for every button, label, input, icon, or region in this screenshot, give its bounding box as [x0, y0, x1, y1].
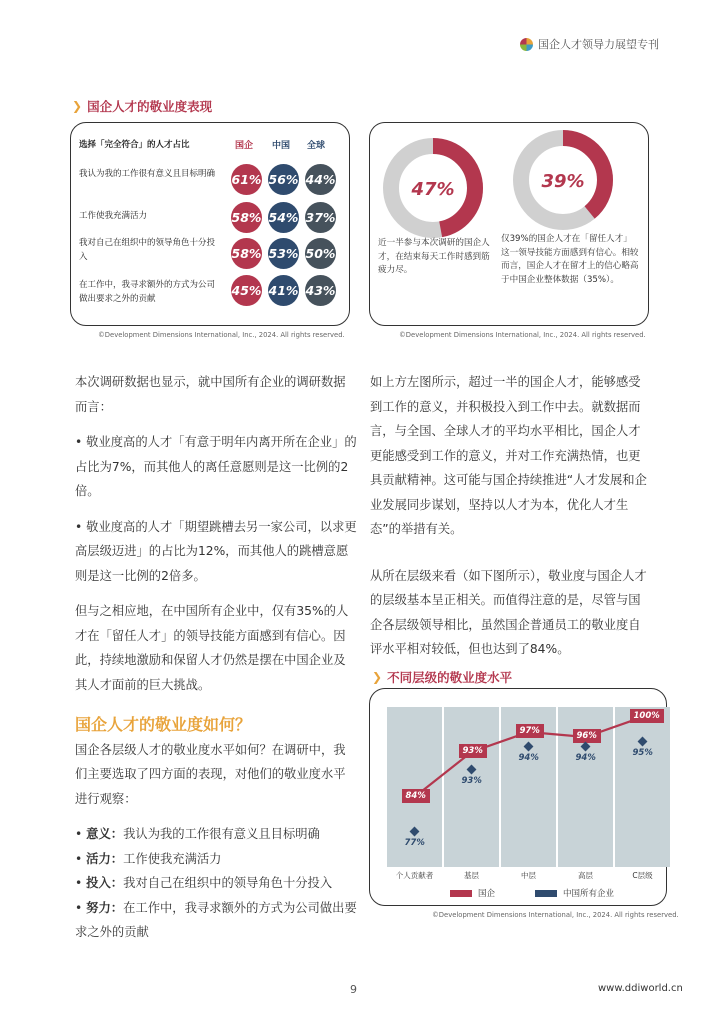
- paragraph: 国企各层级人才的敬业度水平如何？在调研中，我们主要选取了四方面的表现，对他们的敬业度水平进行观察：: [75, 742, 346, 806]
- chevron-right-icon: ❯: [372, 670, 383, 684]
- section-title-text: 国企人才的敬业度表现: [87, 99, 213, 114]
- x-tick-label: 中层: [521, 871, 536, 880]
- value-circle: 58%: [231, 202, 262, 233]
- engagement-level-chart: [369, 688, 667, 906]
- x-tick-label: 个人贡献者: [395, 871, 434, 880]
- donut-caption: 近一半参与本次调研的国企人才，在结束每天工作时感到筋疲力尽。: [378, 238, 490, 275]
- data-label-china: 77%: [404, 838, 425, 848]
- list-item: • 活力：工作使我充满活力: [75, 851, 222, 866]
- value-circle: 45%: [231, 275, 262, 306]
- value-circle: 58%: [231, 238, 262, 269]
- data-label-china: 93%: [461, 776, 482, 786]
- paragraph: 但与之相应地，在中国所有企业中，仅有35%的人才在「留任人才」的领导技能方面感到有信心。因此，持续地激励和保留人才仍然是摆在中国企业及其人才面前的巨大挑战。: [75, 604, 349, 692]
- item-key: 努力: [86, 900, 111, 915]
- item-value: 工作使我充满活力: [123, 851, 222, 866]
- data-label-soe: 100%: [630, 709, 664, 723]
- data-label-soe: 96%: [573, 729, 601, 743]
- legend-label: 中国所有企业: [563, 889, 615, 899]
- engagement-table-card: [70, 122, 350, 326]
- donut-caption: 仅39%的国企人才在「留任人才」这一领导技能方面感到有信心。相较而言，国企人才在留才上的信心略高于中国企业整体数据（35%）。: [501, 234, 639, 285]
- data-label-soe: 84%: [402, 789, 430, 803]
- legend-swatch: [535, 890, 557, 897]
- legend-label: 国企: [478, 889, 496, 899]
- donut-chart-exhaustion: [380, 135, 486, 241]
- data-label-china: 95%: [632, 748, 653, 758]
- row-label: 我认为我的工作很有意义且目标明确: [79, 169, 216, 179]
- item-key: 意义: [86, 827, 111, 841]
- item-key: 活力: [86, 851, 111, 866]
- right-column: [370, 370, 652, 662]
- item-value: 在工作中，我寻求额外的方式为公司做出要求之外的贡献: [75, 900, 357, 939]
- column-china: 中国: [272, 141, 291, 151]
- legend-swatch: [450, 890, 472, 897]
- x-tick-label: 基层: [464, 871, 479, 880]
- x-tick-label: 高层: [578, 871, 593, 880]
- left-column: [75, 370, 357, 945]
- value-circle: 43%: [305, 275, 336, 306]
- value-circle: 54%: [268, 202, 299, 233]
- subheading: 国企人才的敬业度如何？: [75, 715, 252, 734]
- table-header: 选择「完全符合」的人才占比: [79, 140, 190, 150]
- value-circle: 56%: [268, 164, 299, 195]
- brand-logo-icon: [520, 38, 533, 51]
- donut-value: 39%: [541, 171, 585, 192]
- bullet: • 敬业度高的人才「有意于明年内离开所在企业」的占比为7%，而其他人的离任意愿则是这一比例的2倍。: [75, 435, 357, 498]
- chart-section-title: [372, 668, 512, 686]
- paragraph: 本次调研数据也显示，就中国所有企业的调研数据而言：: [75, 375, 346, 414]
- page-number: 9: [350, 983, 357, 996]
- website[interactable]: www.ddiworld.cn: [598, 983, 683, 994]
- donut-chart-retention: [510, 127, 616, 233]
- legend-china: [535, 887, 614, 899]
- bullet: • 敬业度高的人才「期望跳槽去另一家公司，以求更高层级迈进」的占比为12%，而其他人的跳槽意愿则是这一比例的2倍多。: [75, 519, 357, 583]
- legend-soe: [450, 887, 495, 899]
- data-label-soe: 93%: [459, 744, 487, 758]
- value-circle: 61%: [231, 164, 262, 195]
- copyright: ©Development Dimensions International, Inc., 2024. All rights reserved.: [98, 331, 345, 339]
- list-item: • 意义：我认为我的工作很有意义且目标明确: [75, 827, 320, 841]
- donut-card: [369, 122, 649, 326]
- item-key: 投入: [86, 876, 111, 890]
- item-value: 我对自己在组织中的领导角色十分投入: [123, 876, 333, 890]
- column-soe: 国企: [235, 141, 254, 151]
- copyright: ©Development Dimensions International, Inc., 2024. All rights reserved.: [399, 331, 646, 339]
- paragraph: 如上方左图所示，超过一半的国企人才，能够感受到工作的意义，并积极投入到工作中去。就数据而言，与全国、全球人才的平均水平相比，国企人才更能感受到工作的意义，并对工作充满热情，也更具贡献精神。这可能与国企持续推进“人才发展和企业发展同步谋划，坚持以人才为本，优化人才生态”的举措有关。: [370, 375, 647, 536]
- data-label-china: 94%: [518, 753, 539, 763]
- value-circle: 44%: [305, 164, 336, 195]
- donut-value: 47%: [411, 179, 455, 200]
- chart-title: 不同层级的敬业度水平: [387, 670, 513, 685]
- value-circle: 50%: [305, 238, 336, 269]
- row-label: 工作使我充满活力: [79, 211, 148, 221]
- row-label: 在工作中，我寻求额外的方式为公司做出要求之外的贡献: [79, 280, 216, 304]
- column-global: 全球: [307, 141, 326, 151]
- value-circle: 41%: [268, 275, 299, 306]
- value-circle: 37%: [305, 202, 336, 233]
- data-label-soe: 97%: [516, 724, 544, 738]
- x-tick-label: C层级: [632, 871, 653, 880]
- brand-title: 国企人才领导力展望专刊: [538, 38, 659, 51]
- list-item: • 投入：我对自己在组织中的领导角色十分投入: [75, 876, 333, 890]
- row-label: 我对自己在组织中的领导角色十分投入: [79, 238, 216, 262]
- value-circle: 53%: [268, 238, 299, 269]
- section-title-engagement: [72, 97, 212, 115]
- paragraph: 从所在层级来看（如下图所示），敬业度与国企人才的层级基本呈正相关。而值得注意的是，尽管与国企各层级领导相比，虽然国企普通员工的敬业度自评水平相对较低，但也达到了84%。: [370, 568, 647, 656]
- chevron-right-icon: ❯: [72, 99, 83, 113]
- brand: [520, 36, 659, 52]
- data-label-china: 94%: [575, 753, 596, 763]
- copyright: ©Development Dimensions International, Inc., 2024. All rights reserved.: [432, 911, 679, 919]
- item-value: 我认为我的工作很有意义且目标明确: [123, 827, 320, 841]
- list-item: • 努力：在工作中，我寻求额外的方式为公司做出要求之外的贡献: [75, 900, 357, 939]
